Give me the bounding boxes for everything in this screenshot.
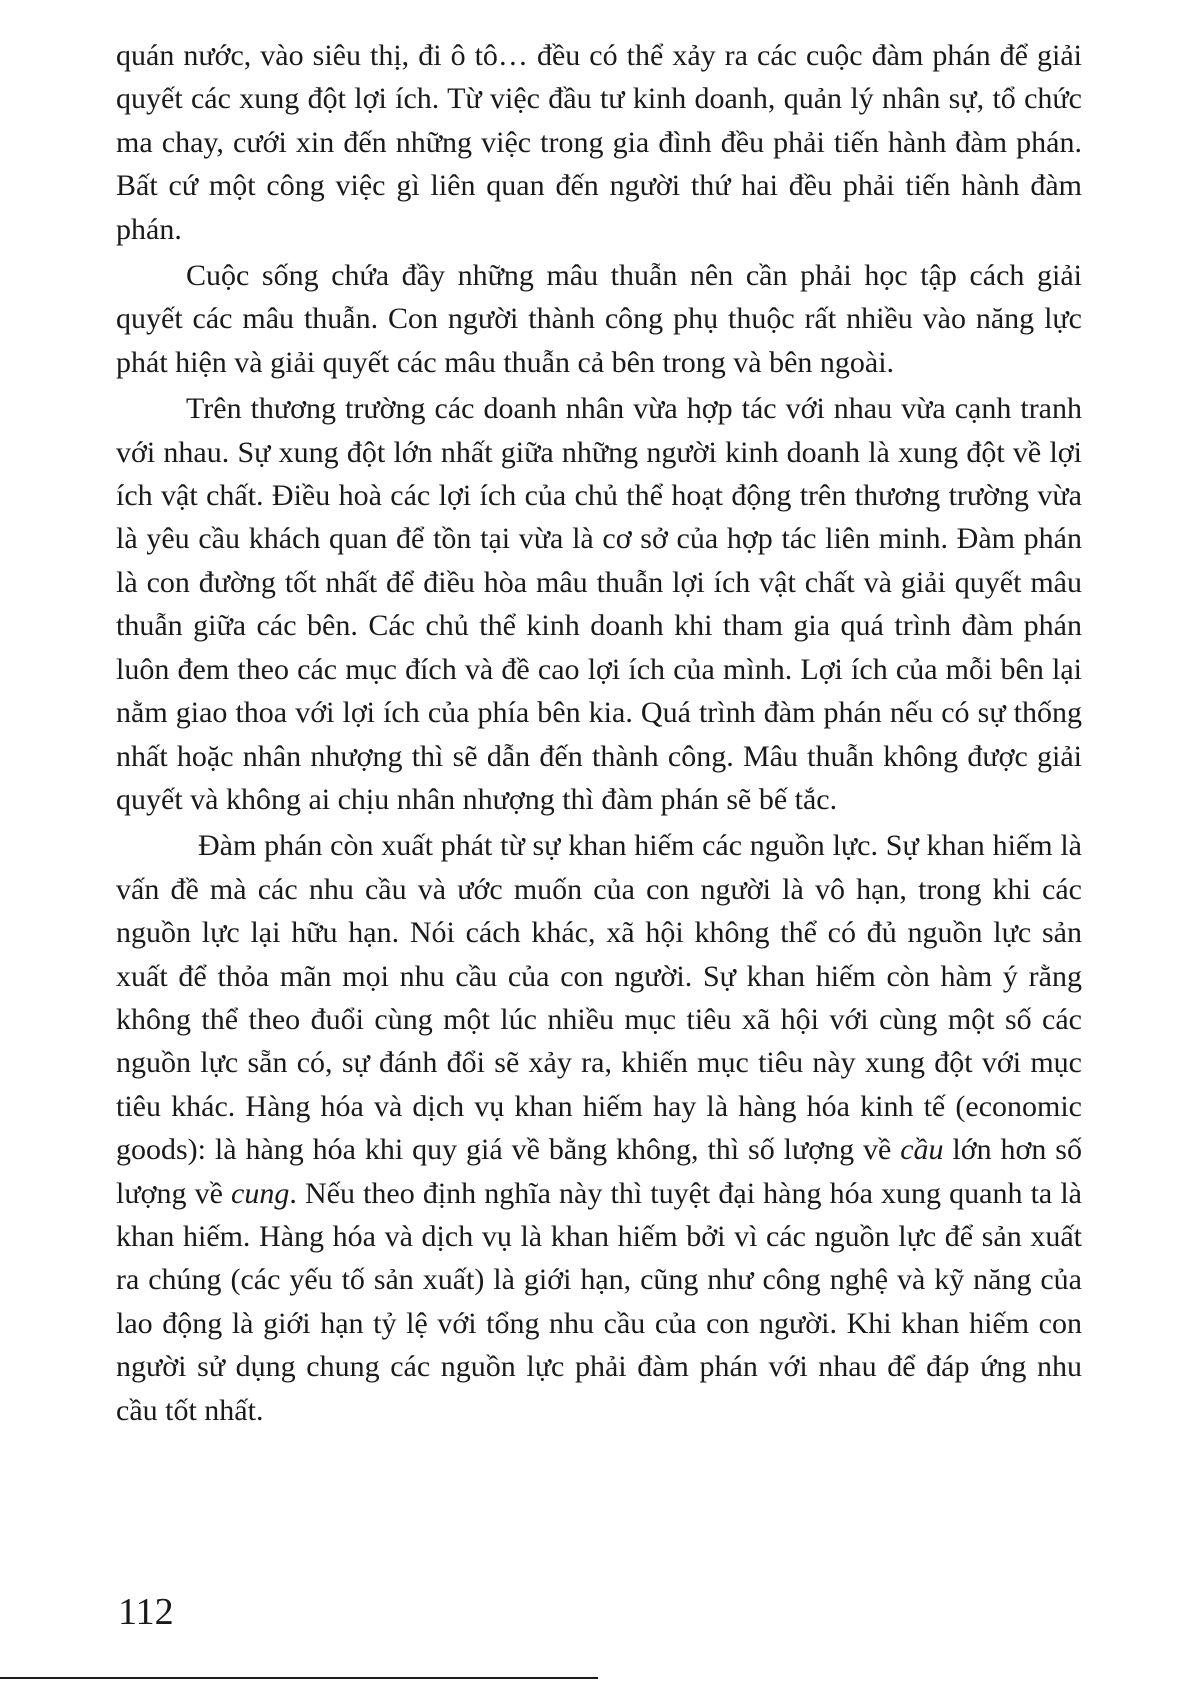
term-supply: cung [231,1176,290,1210]
paragraph-2: Cuộc sống chứa đầy những mâu thuẫn nên cần phải học tập cách giải quyết các mâu thuẫn. Con người thành công phụ thuộc rất nhiều vào năng lực phát hiện và giải quyết các mâu thuẫn cả bên trong và bên ngoài. [116,259,1082,379]
page-body [116,34,1082,1432]
bottom-divider [0,1677,598,1679]
paragraph-4-text-a: Đàm phán còn xuất phát từ sự khan hiếm các nguồn lực. Sự khan hiếm là vấn đề mà các nhu cầu và ước muốn của con người là vô hạn, trong khi các nguồn lực lại hữu hạn. Nói cách khác, xã hội không thể có đủ nguồn lực sản xuất để thỏa mãn mọi nhu cầu của con người. Sự khan hiếm còn hàm ý rằng không thể theo đuổi cùng một lúc nhiều mục tiêu xã hội với cùng một số các nguồn lực sẵn có, sự đánh đổi sẽ xảy ra, khiến mục tiêu này xung đột với mục tiêu khác. Hàng hóa và dịch vụ khan hiếm hay là hàng hóa kinh tế (economic goods): là hàng hóa khi quy giá về bằng không, thì số lượng về [116,829,1082,1167]
paragraph-4 [116,824,1082,1432]
page-number: 112 [118,1591,174,1633]
paragraph-4-text-b: lớn hơn số lượng về [116,1133,1082,1210]
paragraph-4-text-c: . Nếu theo định nghĩa này thì tuyệt đại hàng hóa xung quanh ta là khan hiếm. Hàng hóa và dịch vụ là khan hiếm bởi vì các nguồn lực để sản xuất ra chúng (các yếu tố sản xuất) là giới hạn, cũng như công nghệ và kỹ năng của lao động là giới hạn tỷ lệ với tổng nhu cầu của con người. Khi khan hiếm con người sử dụng chung các nguồn lực phải đàm phán với nhau để đáp ứng nhu cầu tốt nhất. [116,1176,1082,1427]
term-demand: cầu [900,1133,944,1167]
paragraph-1: quán nước, vào siêu thị, đi ô tô… đều có thể xảy ra các cuộc đàm phán để giải quyết các xung đột lợi ích. Từ việc đầu tư kinh doanh, quản lý nhân sự, tổ chức ma chay, cưới xin đến những việc trong gia đình đều phải tiến hành đàm phán. Bất cứ một công việc gì liên quan đến người thứ hai đều phải tiến hành đàm phán. [116,39,1082,246]
paragraph-3: Trên thương trường các doanh nhân vừa hợp tác với nhau vừa cạnh tranh với nhau. Sự xung đột lớn nhất giữa những người kinh doanh là xung đột về lợi ích vật chất. Điều hoà các lợi ích của chủ thể hoạt động trên thương trường vừa là yêu cầu khách quan để tồn tại vừa là cơ sở của hợp tác liên minh. Đàm phán là con đường tốt nhất để điều hòa mâu thuẫn lợi ích vật chất và giải quyết mâu thuẫn giữa các bên. Các chủ thể kinh doanh khi tham gia quá trình đàm phán luôn đem theo các mục đích và đề cao lợi ích của mình. Lợi ích của mỗi bên lại nằm giao thoa với lợi ích của phía bên kia. Quá trình đàm phán nếu có sự thống nhất hoặc nhân nhượng thì sẽ dẫn đến thành công. Mâu thuẫn không được giải quyết và không ai chịu nhân nhượng thì đàm phán sẽ bế tắc. [116,392,1082,816]
